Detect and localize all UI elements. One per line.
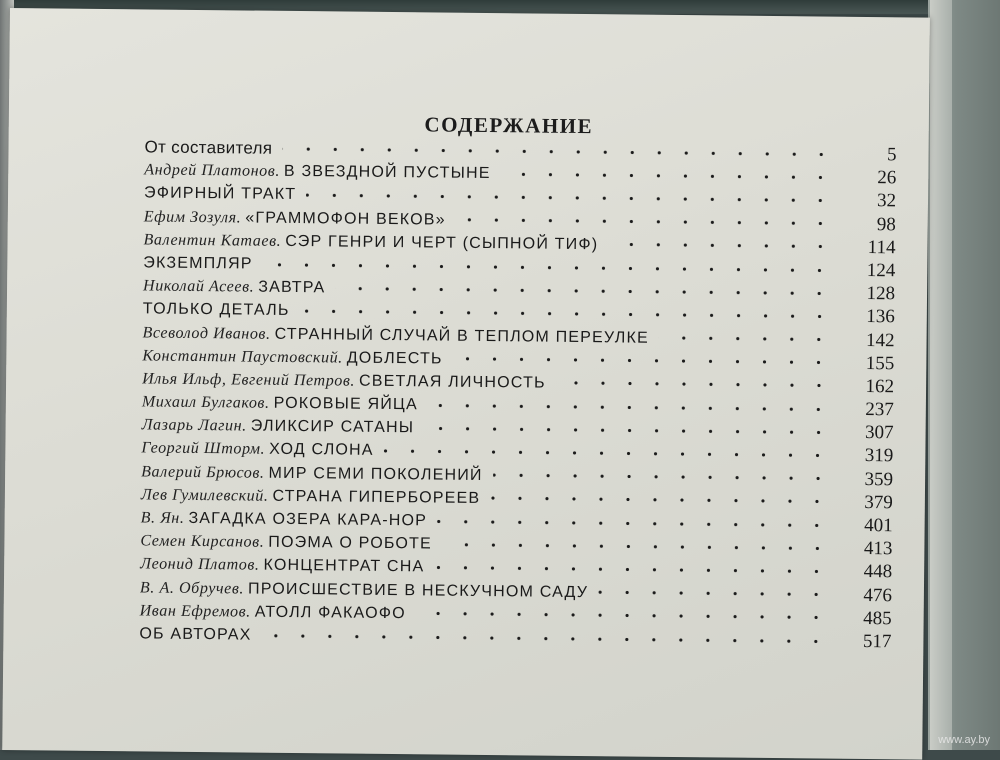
page-number: 319 bbox=[864, 445, 894, 467]
dot-leader bbox=[437, 519, 831, 527]
work-title: ХОД СЛОНА bbox=[269, 441, 374, 460]
work-title: В ЗВЕЗДНОЙ ПУСТЫНЕ bbox=[283, 163, 491, 183]
dot-leader bbox=[501, 172, 835, 179]
page-number: 517 bbox=[862, 630, 892, 653]
work-title: ТОЛЬКО ДЕТАЛЬ bbox=[142, 300, 290, 320]
author-name: Ефим Зозуля. bbox=[143, 207, 242, 226]
author-name: Николай Асеев. bbox=[143, 277, 255, 296]
dot-leader bbox=[424, 426, 831, 434]
page-number: 142 bbox=[865, 329, 895, 351]
toc-entry-text bbox=[141, 506, 434, 532]
dot-leader bbox=[556, 381, 832, 388]
dot-leader bbox=[442, 542, 831, 550]
page-number: 448 bbox=[863, 561, 893, 583]
work-title: КОНЦЕНТРАТ СНА bbox=[263, 557, 425, 576]
toc-entry-text bbox=[140, 553, 430, 579]
page-number: 162 bbox=[865, 375, 895, 398]
page-number: 98 bbox=[876, 213, 896, 235]
page-number: 413 bbox=[863, 538, 893, 560]
author-name: Семен Кирсанов. bbox=[140, 532, 265, 551]
work-title: СТРАНА ГИПЕРБОРЕЕВ bbox=[272, 487, 481, 507]
author-name: Илья Ильф, Евгений Петров. bbox=[142, 370, 356, 390]
author-name: Лев Гумилевский. bbox=[140, 486, 269, 505]
toc-entry-text bbox=[142, 390, 424, 416]
work-title: От составителя bbox=[144, 137, 273, 158]
page-number: 237 bbox=[865, 399, 894, 421]
author-name: Валерий Брюсов. bbox=[141, 463, 265, 482]
table-of-contents bbox=[139, 135, 896, 653]
page-number: 476 bbox=[863, 584, 893, 606]
work-title: ЗАВТРА bbox=[258, 278, 326, 297]
toc-entry-text bbox=[143, 275, 332, 300]
author-name: Георгий Шторм. bbox=[141, 439, 266, 459]
author-name: Лазарь Лагин. bbox=[141, 416, 247, 435]
toc-entry-text bbox=[143, 251, 259, 275]
work-title: ЭЛИКСИР САТАНЫ bbox=[250, 417, 415, 437]
work-title: АТОЛЛ ФАКАОФО bbox=[254, 603, 406, 622]
work-title: ЗАГАДКА ОЗЕРА КАРА-НОР bbox=[188, 509, 428, 530]
dot-leader bbox=[608, 243, 833, 249]
page-number: 379 bbox=[864, 491, 893, 514]
dot-leader bbox=[416, 612, 830, 620]
dot-leader bbox=[300, 309, 833, 319]
dot-leader bbox=[262, 633, 830, 643]
page-title: СОДЕРЖАНИЕ bbox=[424, 112, 594, 139]
author-name: Валентин Катаев. bbox=[143, 231, 282, 250]
page-number: 307 bbox=[864, 422, 894, 444]
page-number: 155 bbox=[865, 352, 895, 374]
dot-leader bbox=[282, 146, 834, 156]
dot-leader bbox=[659, 336, 833, 342]
toc-entry-text bbox=[143, 298, 296, 323]
page-number: 32 bbox=[876, 190, 897, 212]
work-title: «ГРАММОФОН ВЕКОВ» bbox=[245, 209, 446, 229]
work-title: СВЕТЛАЯ ЛИЧНОСТЬ bbox=[358, 372, 546, 392]
toc-entry-text bbox=[141, 437, 380, 463]
work-title: РОКОВЫЕ ЯЙЦА bbox=[273, 394, 418, 414]
work-title: МИР СЕМИ ПОКОЛЕНИЙ bbox=[268, 464, 483, 484]
dot-leader bbox=[335, 286, 833, 295]
page-number: 485 bbox=[863, 607, 892, 630]
page-number: 5 bbox=[886, 144, 897, 166]
work-title: ПОЭМА О РОБОТЕ bbox=[268, 533, 432, 553]
author-name: Андрей Платонов. bbox=[144, 161, 281, 181]
page-number: 401 bbox=[864, 514, 893, 537]
work-title: СЭР ГЕНРИ И ЧЕРТ (СЫПНОЙ ТИФ) bbox=[285, 232, 599, 253]
author-name: Леонид Платов. bbox=[140, 555, 260, 575]
book-spine-edge bbox=[930, 0, 952, 750]
author-name: Всеволод Иванов. bbox=[142, 323, 271, 343]
author-name: Иван Ефремов. bbox=[139, 602, 251, 621]
toc-entry-text bbox=[142, 344, 449, 370]
page-number: 124 bbox=[866, 259, 896, 282]
page-number: 114 bbox=[867, 236, 896, 259]
work-title: ПРОИСШЕСТВИЕ В НЕСКУЧНОМ САДУ bbox=[247, 580, 589, 601]
dot-leader bbox=[598, 590, 830, 596]
dot-leader bbox=[453, 357, 833, 365]
page-number: 128 bbox=[866, 283, 896, 305]
book-page bbox=[2, 8, 930, 760]
toc-entry-text bbox=[140, 530, 438, 556]
toc-entry-text bbox=[140, 599, 412, 625]
author-name: Константин Паустовский. bbox=[142, 347, 343, 367]
page-number: 136 bbox=[866, 306, 895, 328]
author-name: В. Ян. bbox=[140, 509, 185, 527]
toc-entry-text bbox=[144, 205, 452, 231]
work-title: ЭФИРНЫЙ ТРАКТ bbox=[143, 184, 297, 204]
work-title: СТРАННЫЙ СЛУЧАЙ В ТЕПЛОМ ПЕРЕУЛКЕ bbox=[274, 325, 649, 347]
toc-entry-text bbox=[139, 622, 257, 646]
toc-entry-text bbox=[144, 182, 302, 207]
dot-leader bbox=[490, 496, 831, 504]
dot-leader bbox=[456, 218, 834, 226]
work-title: ЭКЗЕМПЛЯР bbox=[143, 254, 253, 273]
work-title: ДОБЛЕСТЬ bbox=[346, 349, 443, 368]
author-name: Михаил Булгаков. bbox=[141, 393, 270, 412]
dot-leader bbox=[434, 565, 830, 573]
toc-entry-text bbox=[142, 414, 421, 440]
dot-leader bbox=[306, 193, 834, 203]
dot-leader bbox=[263, 262, 834, 272]
page-number: 359 bbox=[864, 468, 894, 490]
dot-leader bbox=[493, 473, 831, 481]
dot-leader bbox=[428, 403, 832, 411]
dot-leader bbox=[384, 449, 832, 458]
watermark-text: www.ay.by bbox=[938, 734, 990, 746]
toc-entry-text bbox=[144, 135, 278, 160]
work-title: ОБ АВТОРАХ bbox=[139, 625, 252, 644]
author-name: В. А. Обручев. bbox=[139, 578, 245, 598]
page-number: 26 bbox=[877, 167, 897, 189]
